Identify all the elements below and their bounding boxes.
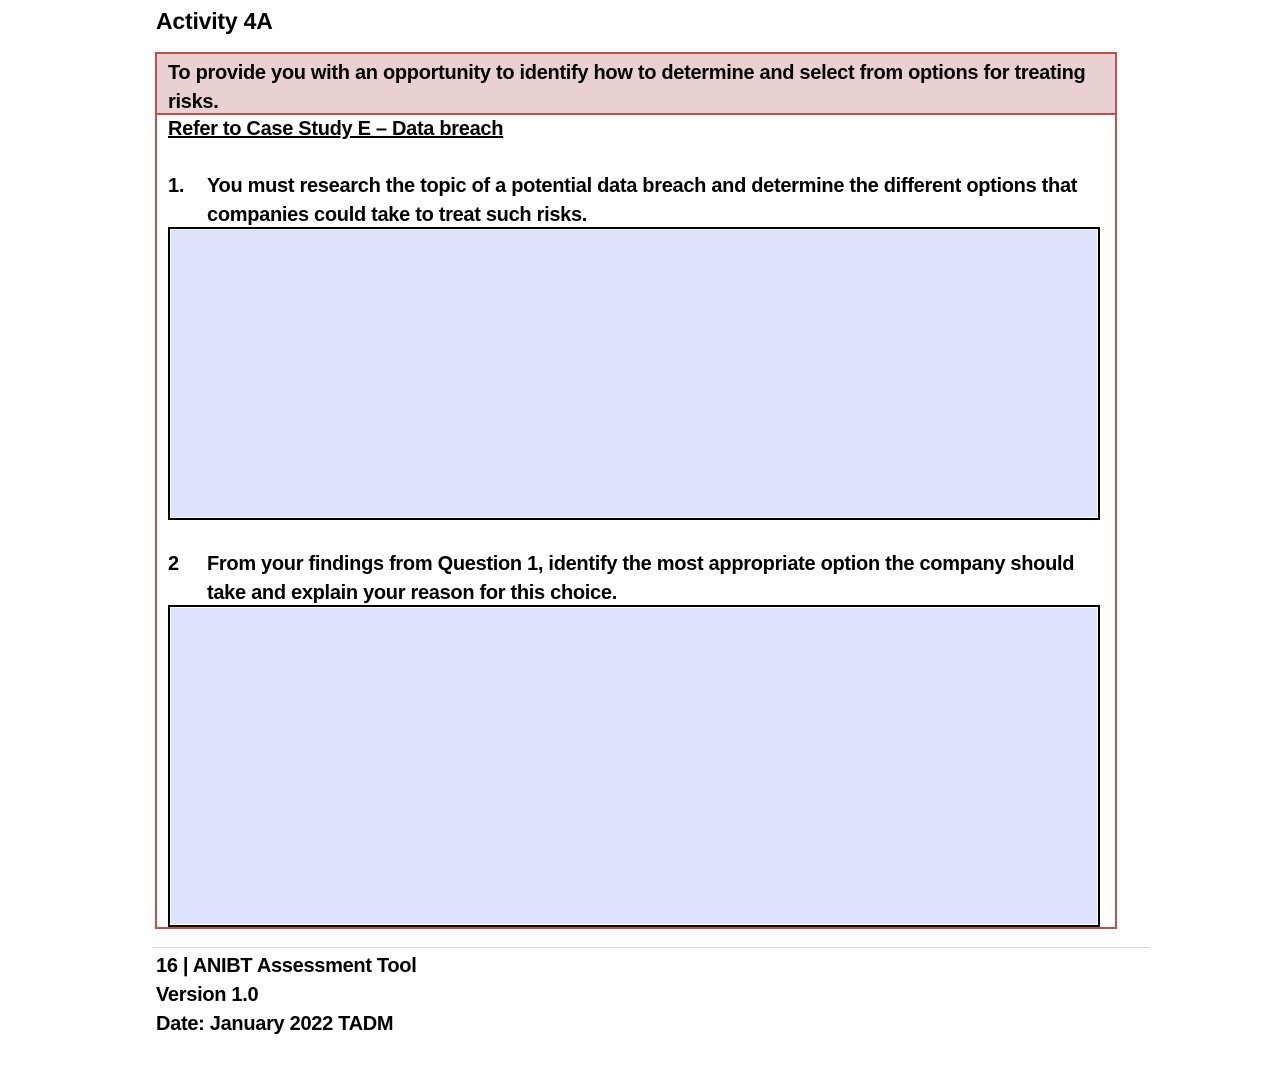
question-2-number: 2: [168, 553, 179, 575]
footer-version: Version 1.0: [156, 984, 259, 1006]
activity-box: [155, 52, 1117, 929]
page-footer: [156, 952, 416, 1039]
footer-page-line: 16 | ANIBT Assessment Tool: [156, 955, 417, 977]
case-study-reference: Refer to Case Study E – Data breach: [168, 118, 504, 140]
footer-date: Date: January 2022 TADM: [156, 1013, 394, 1035]
answer-field-2-area[interactable]: [171, 608, 1097, 924]
question-1-text: You must research the topic of a potential data breach and determine the different options that companies could take to treat such risks.: [207, 175, 1078, 226]
answer-field-1[interactable]: [168, 227, 1100, 520]
purpose-text: To provide you with an opportunity to identify how to determine and select from options for treating risks.: [168, 62, 1086, 113]
answer-field-1-area[interactable]: [171, 230, 1097, 517]
purpose-row: [157, 54, 1115, 115]
answer-field-2[interactable]: [168, 605, 1100, 927]
question-1-number: 1.: [168, 175, 185, 197]
footer-divider: [152, 947, 1150, 948]
question-2-text: From your findings from Question 1, identify the most appropriate option the company should take and explain your reason for this choice.: [207, 553, 1075, 604]
activity-title: Activity 4A: [156, 8, 273, 34]
